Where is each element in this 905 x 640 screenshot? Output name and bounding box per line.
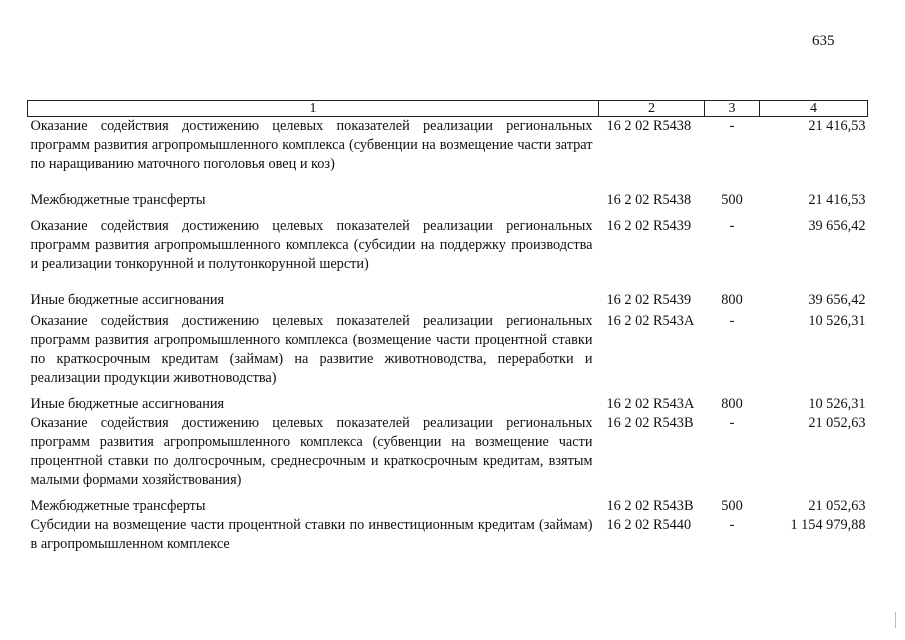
- row-code: 16 2 02 R5438: [606, 118, 692, 134]
- row-kind: 500: [721, 498, 743, 514]
- row-kind: -: [729, 313, 735, 329]
- row-kind: -: [729, 415, 735, 431]
- header-col-2: 2: [599, 101, 705, 117]
- row-amount: 10 526,31: [808, 313, 866, 329]
- row-name: Оказание содействия достижению целевых показателей реализации региональных программ развития агропромышленного комплекса (возмещение части процентной ставки по краткосрочным кредитам (займам) на развитие животноводства, переработки и реализации продукции животноводства): [30, 313, 593, 386]
- table-row: [28, 516, 868, 554]
- table-row: [28, 291, 868, 312]
- row-amount: 21 416,53: [808, 192, 866, 208]
- table-row: [28, 414, 868, 497]
- row-kind: -: [729, 218, 735, 234]
- row-amount: 1 154 979,88: [790, 517, 866, 533]
- header-col-4: 4: [760, 101, 868, 117]
- row-amount: 39 656,42: [808, 218, 866, 234]
- row-code: 16 2 02 R543А: [606, 396, 695, 412]
- row-amount: 21 052,63: [808, 415, 866, 431]
- row-amount: 39 656,42: [808, 292, 866, 308]
- scan-edge-mark: [895, 612, 896, 628]
- table-row: [28, 395, 868, 414]
- table-row: [28, 312, 868, 395]
- row-kind: -: [729, 118, 735, 134]
- row-code: 16 2 02 R543А: [606, 313, 695, 329]
- row-kind: -: [729, 517, 735, 533]
- row-code: 16 2 02 R5439: [606, 218, 692, 234]
- row-name: Оказание содействия достижению целевых показателей реализации региональных программ развития агропромышленного комплекса (субвенции на возмещение части затрат по наращиванию маточного поголовья овец и коз): [30, 118, 593, 172]
- page-number: 635: [812, 33, 835, 49]
- row-amount: 21 416,53: [808, 118, 866, 134]
- row-name: Субсидии на возмещение части процентной ставки по инвестиционным кредитам (займам) в агропромышленном комплексе: [30, 517, 593, 552]
- row-code: 16 2 02 R5438: [606, 192, 692, 208]
- row-amount: 21 052,63: [808, 498, 866, 514]
- table-row: [28, 117, 868, 192]
- budget-table: [27, 100, 868, 554]
- row-name: Иные бюджетные ассигнования: [30, 396, 225, 412]
- row-code: 16 2 02 R5439: [606, 292, 692, 308]
- row-name: Межбюджетные трансферты: [30, 498, 206, 514]
- row-amount: 10 526,31: [808, 396, 866, 412]
- row-name: Иные бюджетные ассигнования: [30, 292, 225, 308]
- header-col-1: 1: [28, 101, 599, 117]
- header-row: [28, 101, 868, 117]
- table-row: [28, 217, 868, 291]
- table-body: [28, 117, 868, 555]
- row-kind: 500: [721, 192, 743, 208]
- row-name: Межбюджетные трансферты: [30, 192, 206, 208]
- row-name: Оказание содействия достижению целевых показателей реализации региональных программ развития агропромышленного комплекса (субвенции на возмещение части процентной ставки по долгосрочным, среднесрочным и краткосрочным кредитам, взятым малыми формами хозяйствования): [30, 415, 593, 488]
- header-col-3: 3: [705, 101, 760, 117]
- row-kind: 800: [721, 292, 743, 308]
- row-kind: 800: [721, 396, 743, 412]
- table-row: [28, 497, 868, 516]
- table-row: [28, 191, 868, 217]
- row-code: 16 2 02 R543В: [606, 415, 694, 431]
- row-code: 16 2 02 R543В: [606, 498, 694, 514]
- row-code: 16 2 02 R5440: [606, 517, 692, 533]
- row-name: Оказание содействия достижению целевых показателей реализации региональных программ развития агропромышленного комплекса (субсидии на поддержку производства и реализации тонкорунной и полутонкорунной шерсти): [30, 218, 593, 272]
- table-header: [28, 101, 868, 117]
